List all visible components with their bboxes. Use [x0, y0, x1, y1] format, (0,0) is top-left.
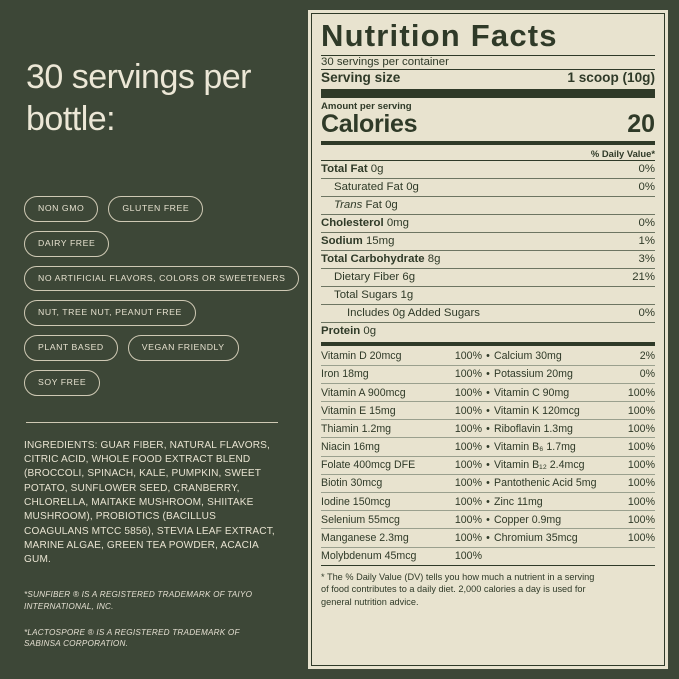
micronutrient-cell	[321, 496, 482, 508]
table-row	[321, 420, 655, 438]
micronutrient-name: Calcium 30mg	[494, 350, 562, 363]
left-panel	[0, 0, 300, 679]
micronutrient-cell	[321, 350, 482, 362]
nutrient-label: Total Sugars	[334, 289, 398, 302]
daily-value-header: % Daily Value*	[590, 147, 655, 159]
micronutrient-dv: 100%	[454, 404, 482, 417]
ingredients-text: INGREDIENTS: GUAR FIBER, NATURAL FLAVORS, CITRIC ACID, WHOLE FOOD EXTRACT BLEND (BROCCOLI, SPINACH, KALE, PUMPKIN, SWEET POTATO, SUNFLOWER SEED, CRANBERRY, CHLORELLA, MAITAKE MUSHROOM, SHIITAKE MUSHROOM), PROBIOTICS (BACILLUS COAGULANS MTCC 5856), STEVIA LEAF EXTRACT, MARINE ALGAE, GREEN TEA POWDER, ACACIA GUM.	[24, 439, 275, 566]
claim-badge: PLANT BASED	[24, 335, 118, 361]
nutrient-amount: 6g	[402, 271, 416, 284]
trademark-note-sunfiber: *SUNFIBER ® IS A REGISTERED TRADEMARK OF TAIYO INTERNATIONAL, INC.	[24, 590, 253, 612]
micronutrient-name: Iodine 150mcg	[321, 495, 391, 508]
daily-value-footnote	[321, 566, 655, 609]
nutrient-dv: 0%	[638, 307, 655, 320]
nutrient-label: Saturated Fat	[334, 181, 404, 194]
micronutrient-name: Potassium 20mg	[494, 368, 573, 381]
micronutrient-name: Vitamin B₁₂ 2.4mcg	[494, 459, 585, 472]
nutrient-amount: 0mg	[386, 217, 410, 230]
micronutrient-dv: 100%	[627, 386, 655, 399]
table-row	[321, 384, 655, 402]
nutrient-amount: 15mg	[365, 235, 395, 248]
nutrient-dv: 0%	[638, 217, 655, 230]
micronutrient-cell	[494, 477, 655, 489]
nutrient-dv: 0%	[638, 181, 655, 194]
micronutrient-cell	[494, 387, 655, 399]
bullet-separator: •	[486, 422, 490, 435]
micronutrient-name: Folate 400mcg DFE	[321, 459, 416, 472]
table-row	[321, 475, 655, 493]
claim-badge: GLUTEN FREE	[108, 196, 203, 222]
claim-badge: SOY FREE	[24, 370, 100, 396]
nutrient-label: Dietary Fiber	[334, 271, 400, 284]
nutrient-row	[321, 215, 655, 232]
nutrient-label: Total Carbohydrate	[321, 253, 425, 266]
footnote-line: * The % Daily Value (DV) tells you how much a nutrient in a serving	[321, 571, 595, 582]
micronutrient-name: Manganese 2.3mg	[321, 532, 409, 545]
micronutrient-cell	[494, 368, 655, 380]
micronutrient-name: Biotin 30mcg	[321, 477, 383, 490]
claim-badge: DAIRY FREE	[24, 231, 109, 257]
amount-per-serving-label: Amount per serving	[321, 100, 412, 112]
micronutrient-dv: 100%	[627, 513, 655, 526]
micronutrient-dv: 100%	[627, 532, 655, 545]
micronutrient-name: Riboflavin 1.3mg	[494, 422, 573, 435]
nutrition-facts-inner	[311, 13, 665, 666]
servings-per-container: 30 servings per container	[321, 55, 449, 68]
nutrient-amount: 1g	[400, 289, 414, 302]
micronutrient-cell	[321, 405, 482, 417]
micronutrient-cell	[321, 387, 482, 399]
nutrient-label: Total Fat	[321, 163, 368, 176]
nutrient-row	[321, 161, 655, 178]
bullet-separator: •	[486, 441, 490, 454]
micronutrient-name: Vitamin K 120mcg	[494, 404, 580, 417]
micronutrient-dv: 100%	[627, 495, 655, 508]
claim-badge: NUT, TREE NUT, PEANUT FREE	[24, 300, 196, 326]
micronutrient-cell	[494, 532, 655, 544]
medium-rule	[321, 342, 655, 346]
micronutrient-name: Copper 0.9mg	[494, 513, 562, 526]
micronutrient-name: Pantothenic Acid 5mg	[494, 477, 597, 490]
micronutrient-dv: 100%	[627, 477, 655, 490]
nutrient-row	[321, 197, 655, 214]
micronutrient-name: Selenium 55mcg	[321, 513, 400, 526]
micronutrient-dv: 100%	[454, 495, 482, 508]
nutrient-row	[321, 251, 655, 268]
micronutrient-cell	[321, 368, 482, 380]
micronutrient-dv: 100%	[454, 350, 482, 363]
nutrient-row	[321, 287, 655, 304]
micronutrient-cell	[321, 459, 482, 471]
nutrient-row	[321, 269, 655, 286]
micronutrient-dv: 100%	[627, 459, 655, 472]
nutrient-amount: 0g	[363, 325, 377, 338]
micronutrient-dv: 100%	[454, 459, 482, 472]
claims-badge-list	[24, 196, 286, 395]
bullet-separator: •	[486, 350, 490, 363]
micronutrient-cell	[321, 477, 482, 489]
micronutrient-name: Vitamin E 15mg	[321, 404, 396, 417]
nutrition-facts-title: Nutrition Facts	[321, 18, 558, 53]
micronutrient-cell	[494, 496, 655, 508]
micronutrient-dv: 100%	[627, 441, 655, 454]
micronutrient-name: Vitamin C 90mg	[494, 386, 570, 399]
footnote-line: of food contributes to a daily diet. 2,000 calories a day is used for	[321, 584, 586, 595]
table-row	[321, 529, 655, 547]
bullet-separator: •	[486, 477, 490, 490]
bullet-separator: •	[486, 459, 490, 472]
micronutrient-dv: 100%	[454, 441, 482, 454]
nutrient-label: Trans	[334, 199, 363, 212]
table-row	[321, 493, 655, 511]
nutrient-row	[321, 179, 655, 196]
nutrient-amount: 0g	[406, 181, 419, 194]
calories-label: Calories	[321, 109, 418, 138]
nutrient-row	[321, 323, 655, 340]
thick-rule	[321, 89, 655, 98]
nutrient-label: Cholesterol	[321, 217, 384, 230]
section-divider	[26, 422, 278, 423]
serving-size-value: 1 scoop (10g)	[567, 69, 655, 85]
micronutrient-dv: 100%	[454, 422, 482, 435]
nutrient-dv: 21%	[632, 271, 655, 284]
nutrient-dv: 1%	[638, 235, 655, 248]
micronutrient-dv: 100%	[627, 404, 655, 417]
bullet-separator: •	[486, 495, 490, 508]
calories-row	[321, 110, 655, 139]
micronutrient-name: Vitamin A 900mcg	[321, 386, 406, 399]
bullet-separator: •	[486, 532, 490, 545]
nutrient-dv: 3%	[638, 253, 655, 266]
micronutrient-name: Niacin 16mg	[321, 441, 380, 454]
table-row	[321, 511, 655, 529]
calories-value: 20	[627, 109, 655, 138]
micronutrient-dv: 100%	[627, 422, 655, 435]
micronutrient-cell	[321, 423, 482, 435]
micronutrient-dv: 0%	[639, 368, 655, 381]
micronutrient-cell	[494, 350, 655, 362]
micronutrient-dv: 100%	[454, 513, 482, 526]
bullet-separator: •	[486, 513, 490, 526]
micronutrient-cell	[321, 532, 482, 544]
micronutrient-cell	[494, 405, 655, 417]
footnote-line: general nutrition advice.	[321, 597, 419, 608]
nutrient-row	[321, 233, 655, 250]
trademark-note-lactospore: *LACTOSPORE ® IS A REGISTERED TRADEMARK OF SABINSA CORPORATION.	[24, 627, 240, 649]
micronutrient-name: Thiamin 1.2mg	[321, 422, 392, 435]
nutrition-facts-panel	[306, 8, 670, 671]
micronutrient-name: Vitamin B₆ 1.7mg	[494, 441, 576, 454]
table-row	[321, 348, 655, 366]
claim-badge: NON GMO	[24, 196, 98, 222]
micronutrient-name: Iron 18mg	[321, 368, 369, 381]
table-row	[321, 366, 655, 384]
table-row	[321, 402, 655, 420]
serving-size-label: Serving size	[321, 69, 401, 85]
table-row	[321, 548, 655, 565]
micronutrient-name: Chromium 35mcg	[494, 532, 578, 545]
bullet-separator: •	[486, 404, 490, 417]
nutrient-label: Protein	[321, 325, 361, 338]
table-row	[321, 438, 655, 456]
micronutrient-table	[321, 348, 655, 565]
micronutrient-cell	[321, 441, 482, 453]
page-title: 30 servings per bottle:	[26, 58, 251, 139]
micronutrient-name: Molybdenum 45mcg	[321, 550, 417, 563]
nutrient-amount: Fat 0g	[365, 199, 398, 212]
micronutrient-cell	[321, 550, 482, 562]
nutrient-amount: 8g	[427, 253, 441, 266]
nutrient-dv: 0%	[638, 163, 655, 176]
table-row	[321, 457, 655, 475]
micronutrient-dv: 2%	[639, 350, 655, 363]
micronutrient-name: Zinc 11mg	[494, 495, 543, 508]
micronutrient-cell	[494, 423, 655, 435]
micronutrient-dv: 100%	[454, 477, 482, 490]
micronutrient-dv: 100%	[454, 386, 482, 399]
micronutrient-dv: 100%	[454, 550, 482, 563]
claim-badge: NO ARTIFICIAL FLAVORS, COLORS OR SWEETENERS	[24, 266, 299, 292]
micronutrient-dv: 100%	[454, 368, 482, 381]
nutrient-label: Sodium	[321, 235, 363, 248]
medium-rule	[321, 141, 655, 145]
micronutrient-dv: 100%	[454, 532, 482, 545]
micronutrient-name: Vitamin D 20mcg	[321, 350, 402, 363]
bullet-separator: •	[486, 368, 490, 381]
micronutrient-cell	[321, 514, 482, 526]
serving-size-row	[321, 70, 655, 87]
nutrient-label: Includes 0g Added Sugars	[347, 307, 480, 320]
micronutrient-cell	[494, 459, 655, 471]
nutrient-row	[321, 305, 655, 322]
micronutrient-cell	[494, 441, 655, 453]
bullet-separator: •	[486, 386, 490, 399]
micronutrient-cell	[494, 514, 655, 526]
claim-badge: VEGAN FRIENDLY	[128, 335, 239, 361]
nutrient-amount: 0g	[370, 163, 384, 176]
